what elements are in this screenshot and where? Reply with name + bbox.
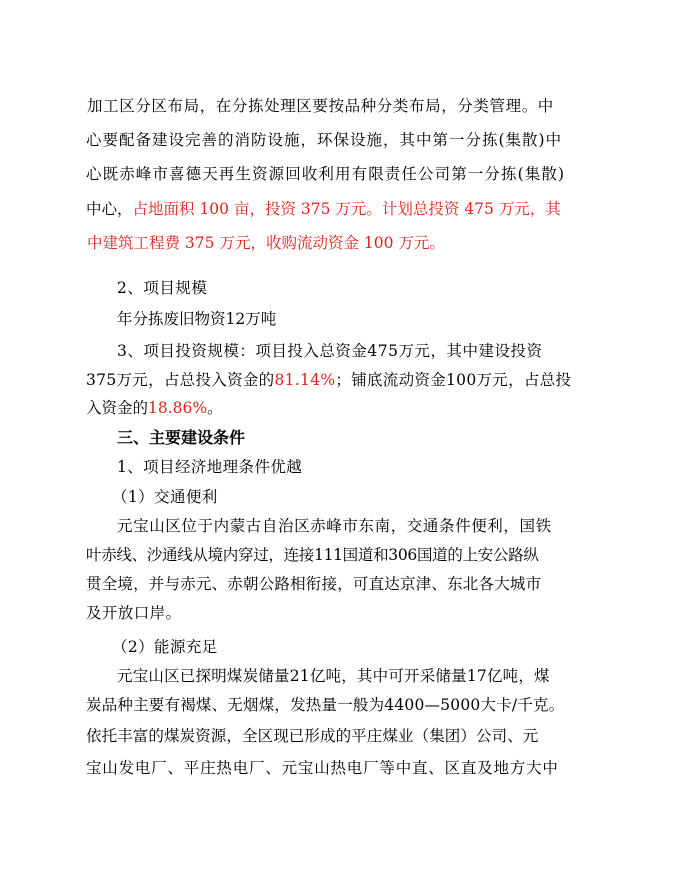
paragraph-line: 依托丰富的煤炭资源，全区现已形成的平庄煤业（集团）公司、元 — [86, 727, 539, 745]
paragraph-line: 宝山发电厂、平庄热电厂、元宝山热电厂等中直、区直及地方大中 — [86, 759, 559, 777]
text-span: 中心， — [86, 200, 133, 218]
text-span: ；铺底流动资金100万元，占总投 — [335, 371, 572, 389]
paragraph-line: 贯全境，并与赤元、赤朝公路相衔接，可直达京津、东北各大城市 — [86, 575, 542, 593]
section-heading: 2、项目规模 — [117, 279, 208, 297]
paragraph-line: 及开放口岸。 — [86, 604, 182, 622]
highlighted-text: 占地面积 100 亩，投资 375 万元。计划总投资 475 万元，其 — [132, 200, 561, 218]
highlighted-percentage: 81.14% — [274, 371, 336, 389]
paragraph-line: 心既赤峰市喜德天再生资源回收利用有限责任公司第一分拣(集散) — [86, 165, 566, 183]
paragraph-line — [86, 370, 571, 390]
paragraph-line: 炭品种主要有褐煤、无烟煤，发热量一般为4400—5000大卡/千克。 — [86, 696, 565, 714]
text-span: 入资金的 — [86, 399, 149, 417]
paragraph-line: 加工区分区布局，在分拣处理区要按品种分类布局，分类管理。中 — [87, 97, 554, 115]
paragraph-line: 心要配备建设完善的消防设施，环保设施，其中第一分拣(集散)中 — [86, 131, 563, 149]
item-heading: （2）能源充足 — [112, 638, 218, 656]
paragraph-line: 年分拣废旧物资12万吨 — [117, 310, 277, 328]
highlighted-line: 中建筑工程费 375 万元，收购流动资金 100 万元。 — [87, 234, 445, 252]
text-span: 。 — [207, 399, 223, 417]
text-span: 375万元，占总投入资金的 — [86, 371, 275, 389]
item-heading: （1）交通便利 — [112, 488, 218, 506]
paragraph-line: 元宝山区已探明煤炭储量21亿吨，其中可开采储量17亿吨，煤 — [117, 667, 550, 685]
paragraph-line — [86, 199, 561, 219]
paragraph-line: 3、项目投资规模：项目投入总资金475万元，其中建设投资 — [117, 342, 543, 360]
subsection-heading: 1、项目经济地理条件优越 — [117, 458, 303, 476]
paragraph-line: 叶赤线、沙通线从境内穿过，连接111国道和306国道的上安公路纵 — [86, 546, 539, 564]
highlighted-percentage: 18.86% — [148, 399, 208, 417]
section-title: 三、主要建设条件 — [117, 428, 246, 447]
paragraph-line — [86, 398, 223, 418]
paragraph-line: 元宝山区位于内蒙古自治区赤峰市东南，交通条件便利，国铁 — [117, 517, 552, 535]
